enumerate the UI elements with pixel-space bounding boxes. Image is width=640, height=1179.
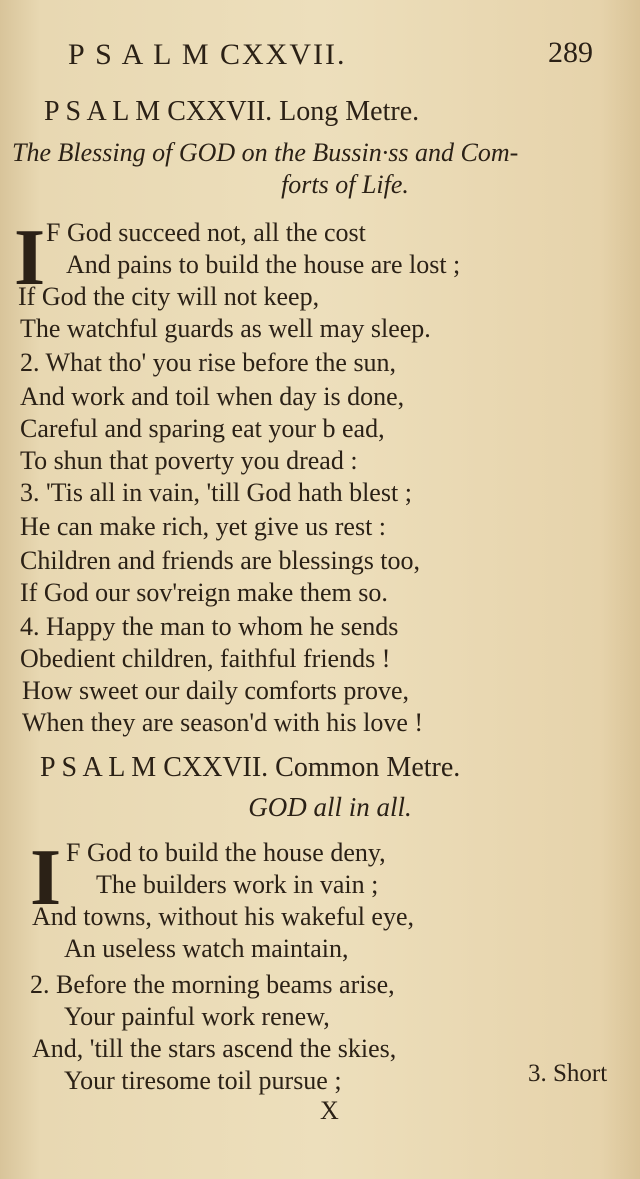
running-header: P S A L M CXXVII. — [68, 38, 347, 71]
verse-line: Careful and sparing eat your b ead, — [20, 414, 385, 443]
verse-line: Obedient children, faithful friends ! — [20, 644, 391, 673]
catchword: 3. Short — [528, 1060, 608, 1087]
verse-line: The builders work in vain ; — [96, 870, 379, 899]
psalm-subtitle: GOD all in all. — [248, 792, 412, 822]
drop-cap: I — [30, 834, 62, 922]
verse-line: F God succeed not, all the cost — [46, 218, 366, 247]
verse-line: 4. Happy the man to whom he sends — [20, 612, 399, 641]
verse-line: If God our sov'reign make them so. — [20, 578, 388, 607]
psalm-subtitle: The Blessing of GOD on the Bussin·ss and Com- — [12, 138, 519, 167]
verse-line: How sweet our daily comforts prove, — [22, 676, 410, 705]
verse-line: And pains to build the house are lost ; — [66, 250, 461, 279]
verse-line: He can make rich, yet give us rest : — [20, 512, 387, 541]
verse-line: F God to build the house deny, — [66, 838, 386, 867]
psalm-title: P S A L M CXXVII. Common Metre. — [40, 752, 461, 783]
verse-line: Children and friends are blessings too, — [20, 546, 421, 575]
verse-line: And towns, without his wakeful eye, — [32, 902, 415, 931]
signature-mark: X — [320, 1096, 339, 1125]
verse-line: Your painful work renew, — [64, 1002, 330, 1031]
verse-line: 2. What tho' you rise before the sun, — [20, 348, 397, 377]
verse-line: 3. 'Tis all in vain, 'till God hath blest ; — [20, 478, 412, 507]
verse-line: And, 'till the stars ascend the skies, — [32, 1034, 397, 1063]
psalm-subtitle-continued: forts of Life. — [281, 170, 409, 199]
page-number: 289 — [548, 36, 593, 69]
verse-line: The watchful guards as well may sleep. — [20, 314, 431, 343]
verse-line: To shun that poverty you dread : — [20, 446, 358, 475]
drop-cap: I — [14, 214, 46, 302]
verse-line: And work and toil when day is done, — [20, 382, 405, 411]
verse-line: When they are season'd with his love ! — [22, 708, 424, 737]
verse-line: An useless watch maintain, — [64, 934, 349, 963]
psalm-title: P S A L M CXXVII. Long Metre. — [44, 96, 420, 127]
verse-line: If God the city will not keep, — [18, 282, 320, 311]
verse-line: Your tiresome toil pursue ; — [64, 1066, 342, 1095]
verse-line: 2. Before the morning beams arise, — [30, 970, 395, 999]
